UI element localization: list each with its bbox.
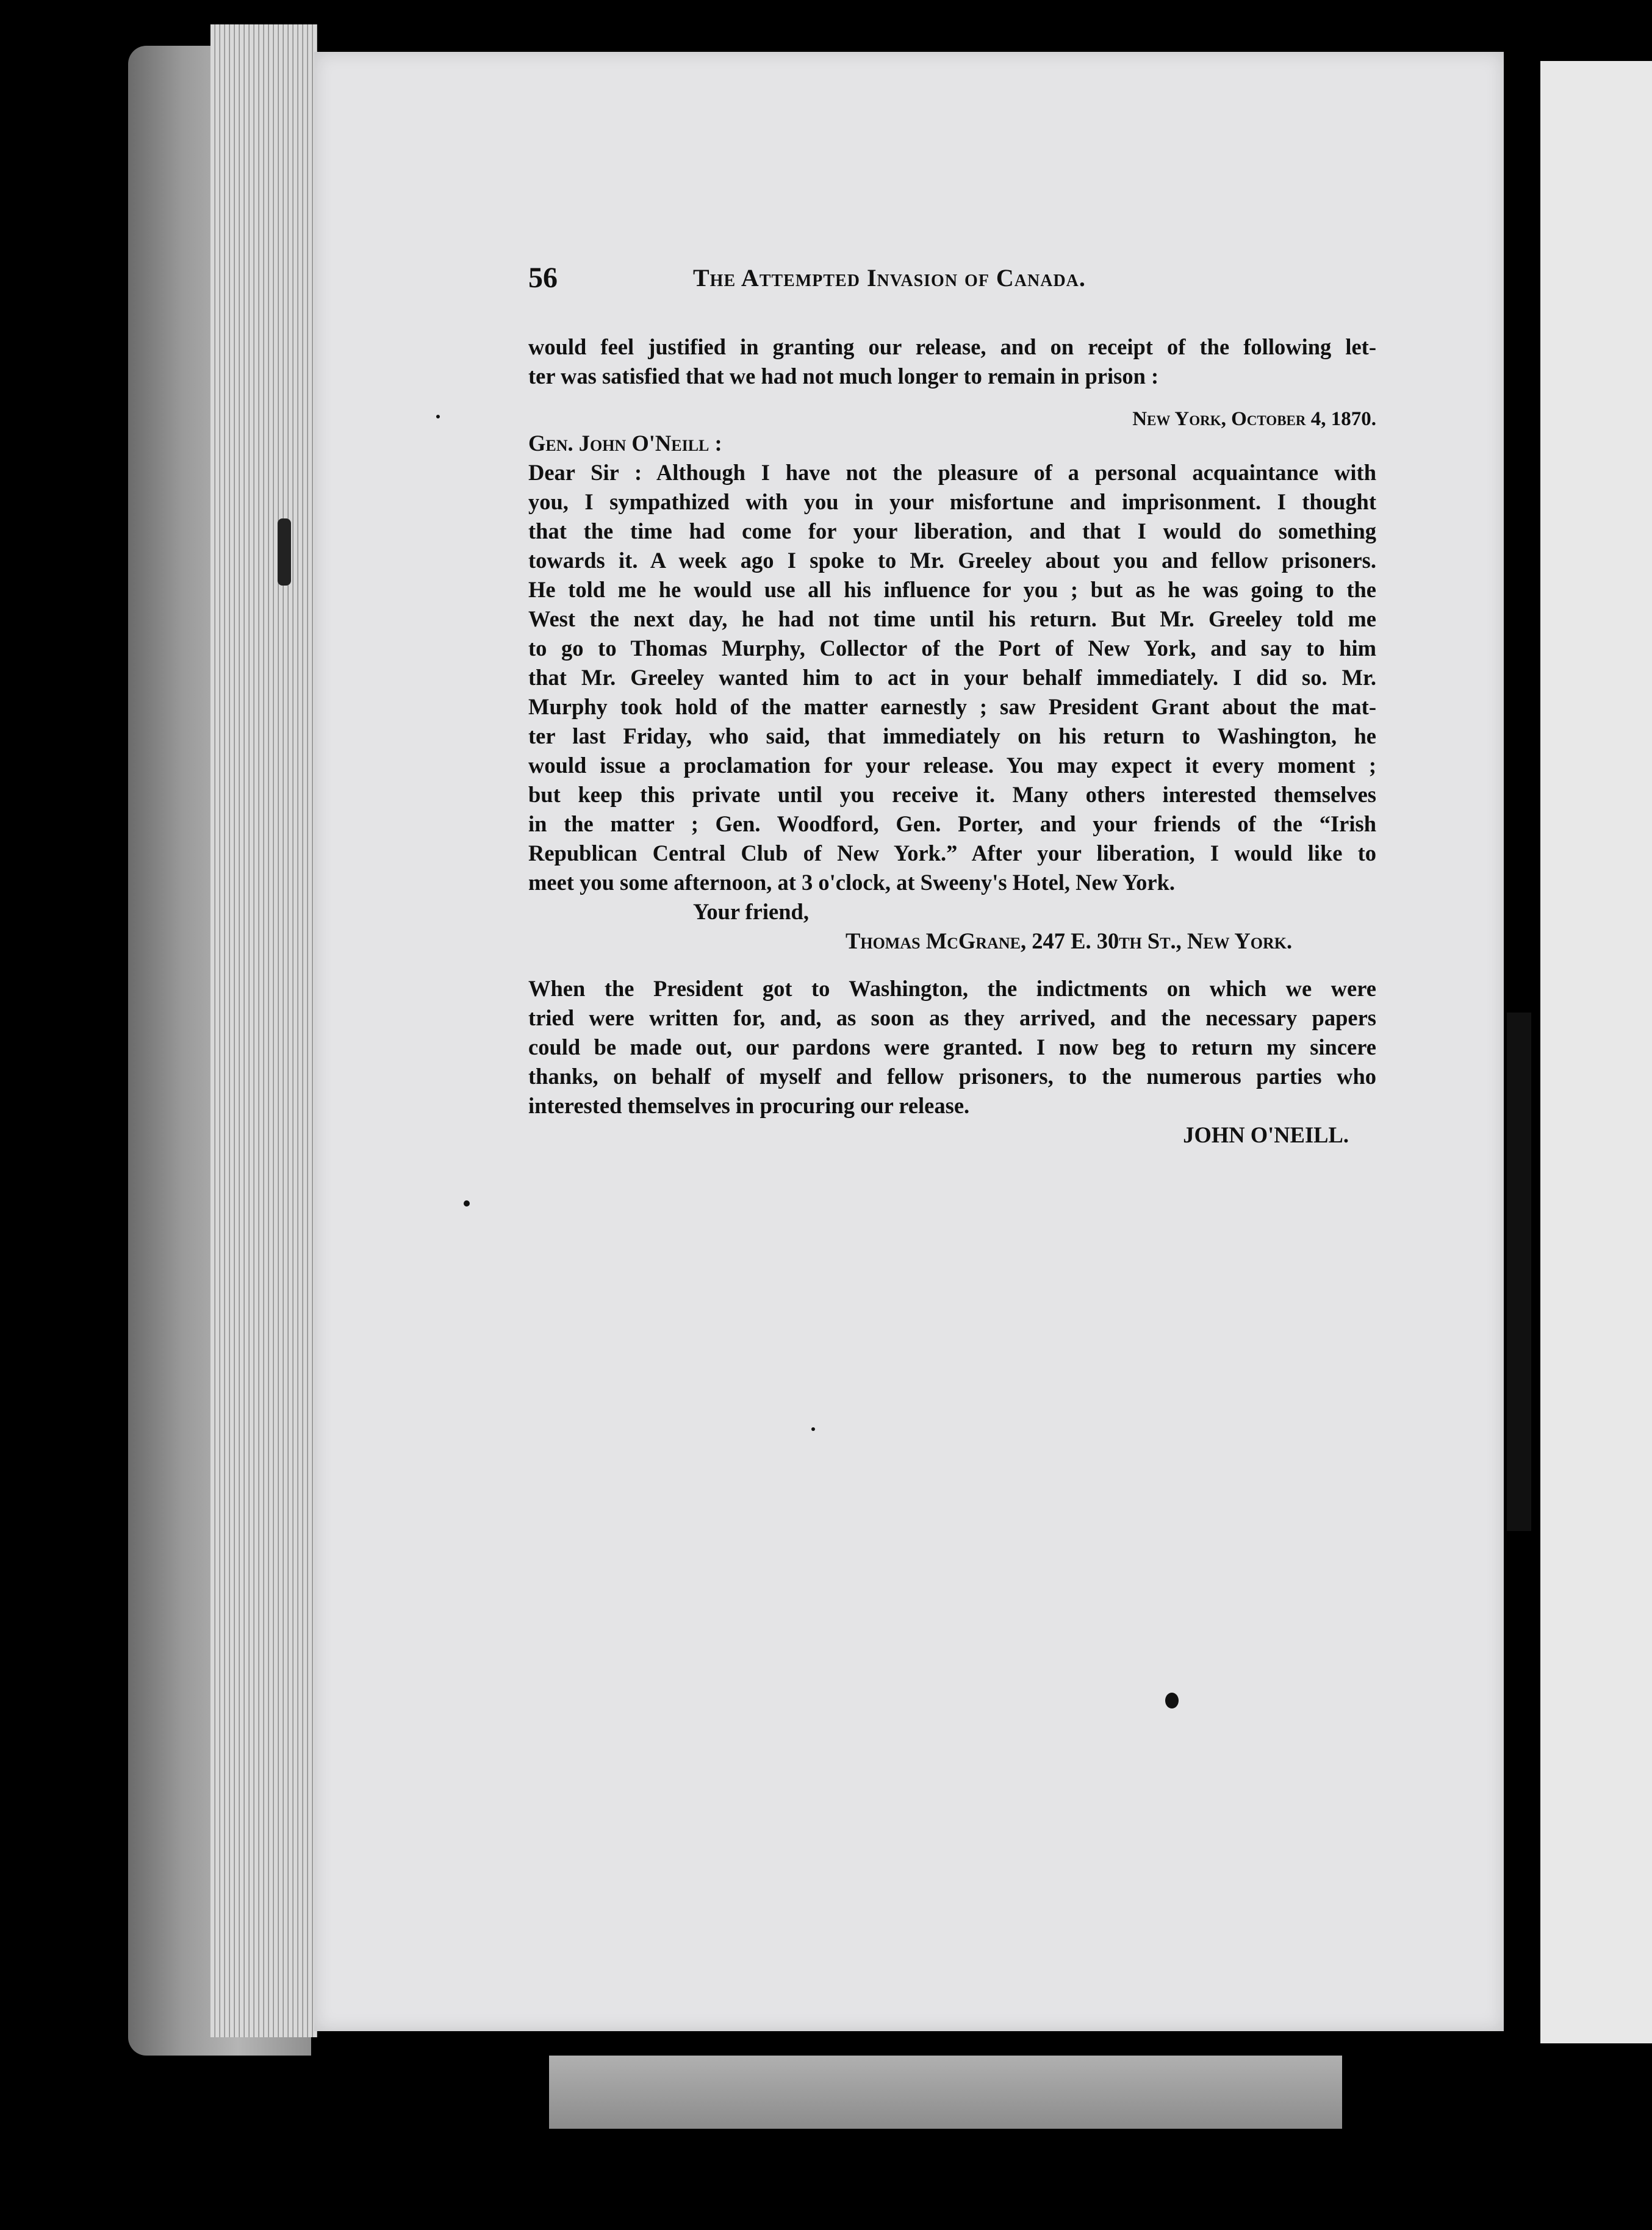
letter-addressee: Gen. John O'Neill : — [528, 431, 722, 456]
conclusion-paragraph — [528, 974, 1376, 1120]
page-stack-edge — [210, 24, 317, 2037]
page-body — [528, 332, 1376, 1150]
ink-speck — [436, 415, 440, 418]
gutter-shadow-mark — [1507, 1013, 1531, 1531]
ink-speck — [464, 1200, 470, 1206]
conclusion-line: When the President got to Washington, the indictments on which we were — [528, 976, 1376, 1001]
binding-shadow-mark — [278, 518, 291, 586]
letter-line: would issue a proclamation for your release. You may expect it every moment ; — [528, 753, 1376, 778]
letter-body — [528, 458, 1376, 897]
page-number: 56 — [528, 262, 558, 294]
letter-line: meet you some afternoon, at 3 o'clock, at Sweeny's Hotel, New York. — [528, 870, 1176, 895]
letter-line: but keep this private until you receive it. Many others interested themselves — [528, 782, 1376, 807]
letter-line: He told me he would use all his influence for you ; but as he was going to the — [528, 577, 1376, 602]
letter-line: Republican Central Club of New York.” After your liberation, I would like to — [528, 841, 1376, 866]
facing-page-edge — [1540, 61, 1652, 2043]
letter-dateline: New York, October 4, 1870. — [1132, 408, 1376, 430]
conclusion-line: could be made out, our pardons were granted. I now beg to return my sincere — [528, 1034, 1376, 1059]
author-signature: JOHN O'NEILL. — [1183, 1122, 1349, 1147]
conclusion-line: thanks, on behalf of myself and fellow prisoners, to the numerous parties who — [528, 1064, 1376, 1089]
text-line: would feel justified in granting our release, and on receipt of the following let- — [528, 334, 1376, 359]
letter-line: towards it. A week ago I spoke to Mr. Greeley about you and fellow prisoners. — [528, 548, 1376, 573]
letter-closing: Your friend, — [693, 899, 809, 924]
letter-line: West the next day, he had not time until his return. But Mr. Greeley told me — [528, 606, 1376, 631]
conclusion-line: interested themselves in procuring our release. — [528, 1093, 970, 1118]
letter-line: you, I sympathized with you in your misfortune and imprisonment. I thought — [528, 489, 1376, 514]
bottom-page-edge — [549, 2056, 1342, 2129]
letter-line: ter last Friday, who said, that immediately on his return to Washington, he — [528, 723, 1376, 748]
letter-line: Dear Sir : Although I have not the pleasure of a personal acquaintance with — [528, 460, 1376, 485]
conclusion-line: tried were written for, and, as soon as they arrived, and the necessary papers — [528, 1005, 1376, 1030]
running-head-title: The Attempted Invasion of Canada. — [693, 264, 1086, 292]
dateline-row — [528, 391, 1376, 429]
letter-line: to go to Thomas Murphy, Collector of the Port of New York, and say to him — [528, 636, 1376, 661]
letter-line: in the matter ; Gen. Woodford, Gen. Porter, and your friends of the “Irish — [528, 811, 1376, 836]
letter-line: Murphy took hold of the matter earnestly ; saw President Grant about the mat- — [528, 694, 1376, 719]
running-head — [528, 261, 1376, 298]
letter-line: that Mr. Greeley wanted him to act in your behalf immediately. I did so. Mr. — [528, 665, 1376, 690]
ink-speck — [811, 1427, 815, 1431]
letter-line: that the time had come for your liberation, and that I would do something — [528, 518, 1376, 543]
text-line: ter was satisfied that we had not much longer to remain in prison : — [528, 364, 1159, 389]
letter-signature: Thomas McGrane, 247 E. 30th St., New York. — [846, 928, 1293, 953]
ink-blot — [1165, 1693, 1179, 1708]
